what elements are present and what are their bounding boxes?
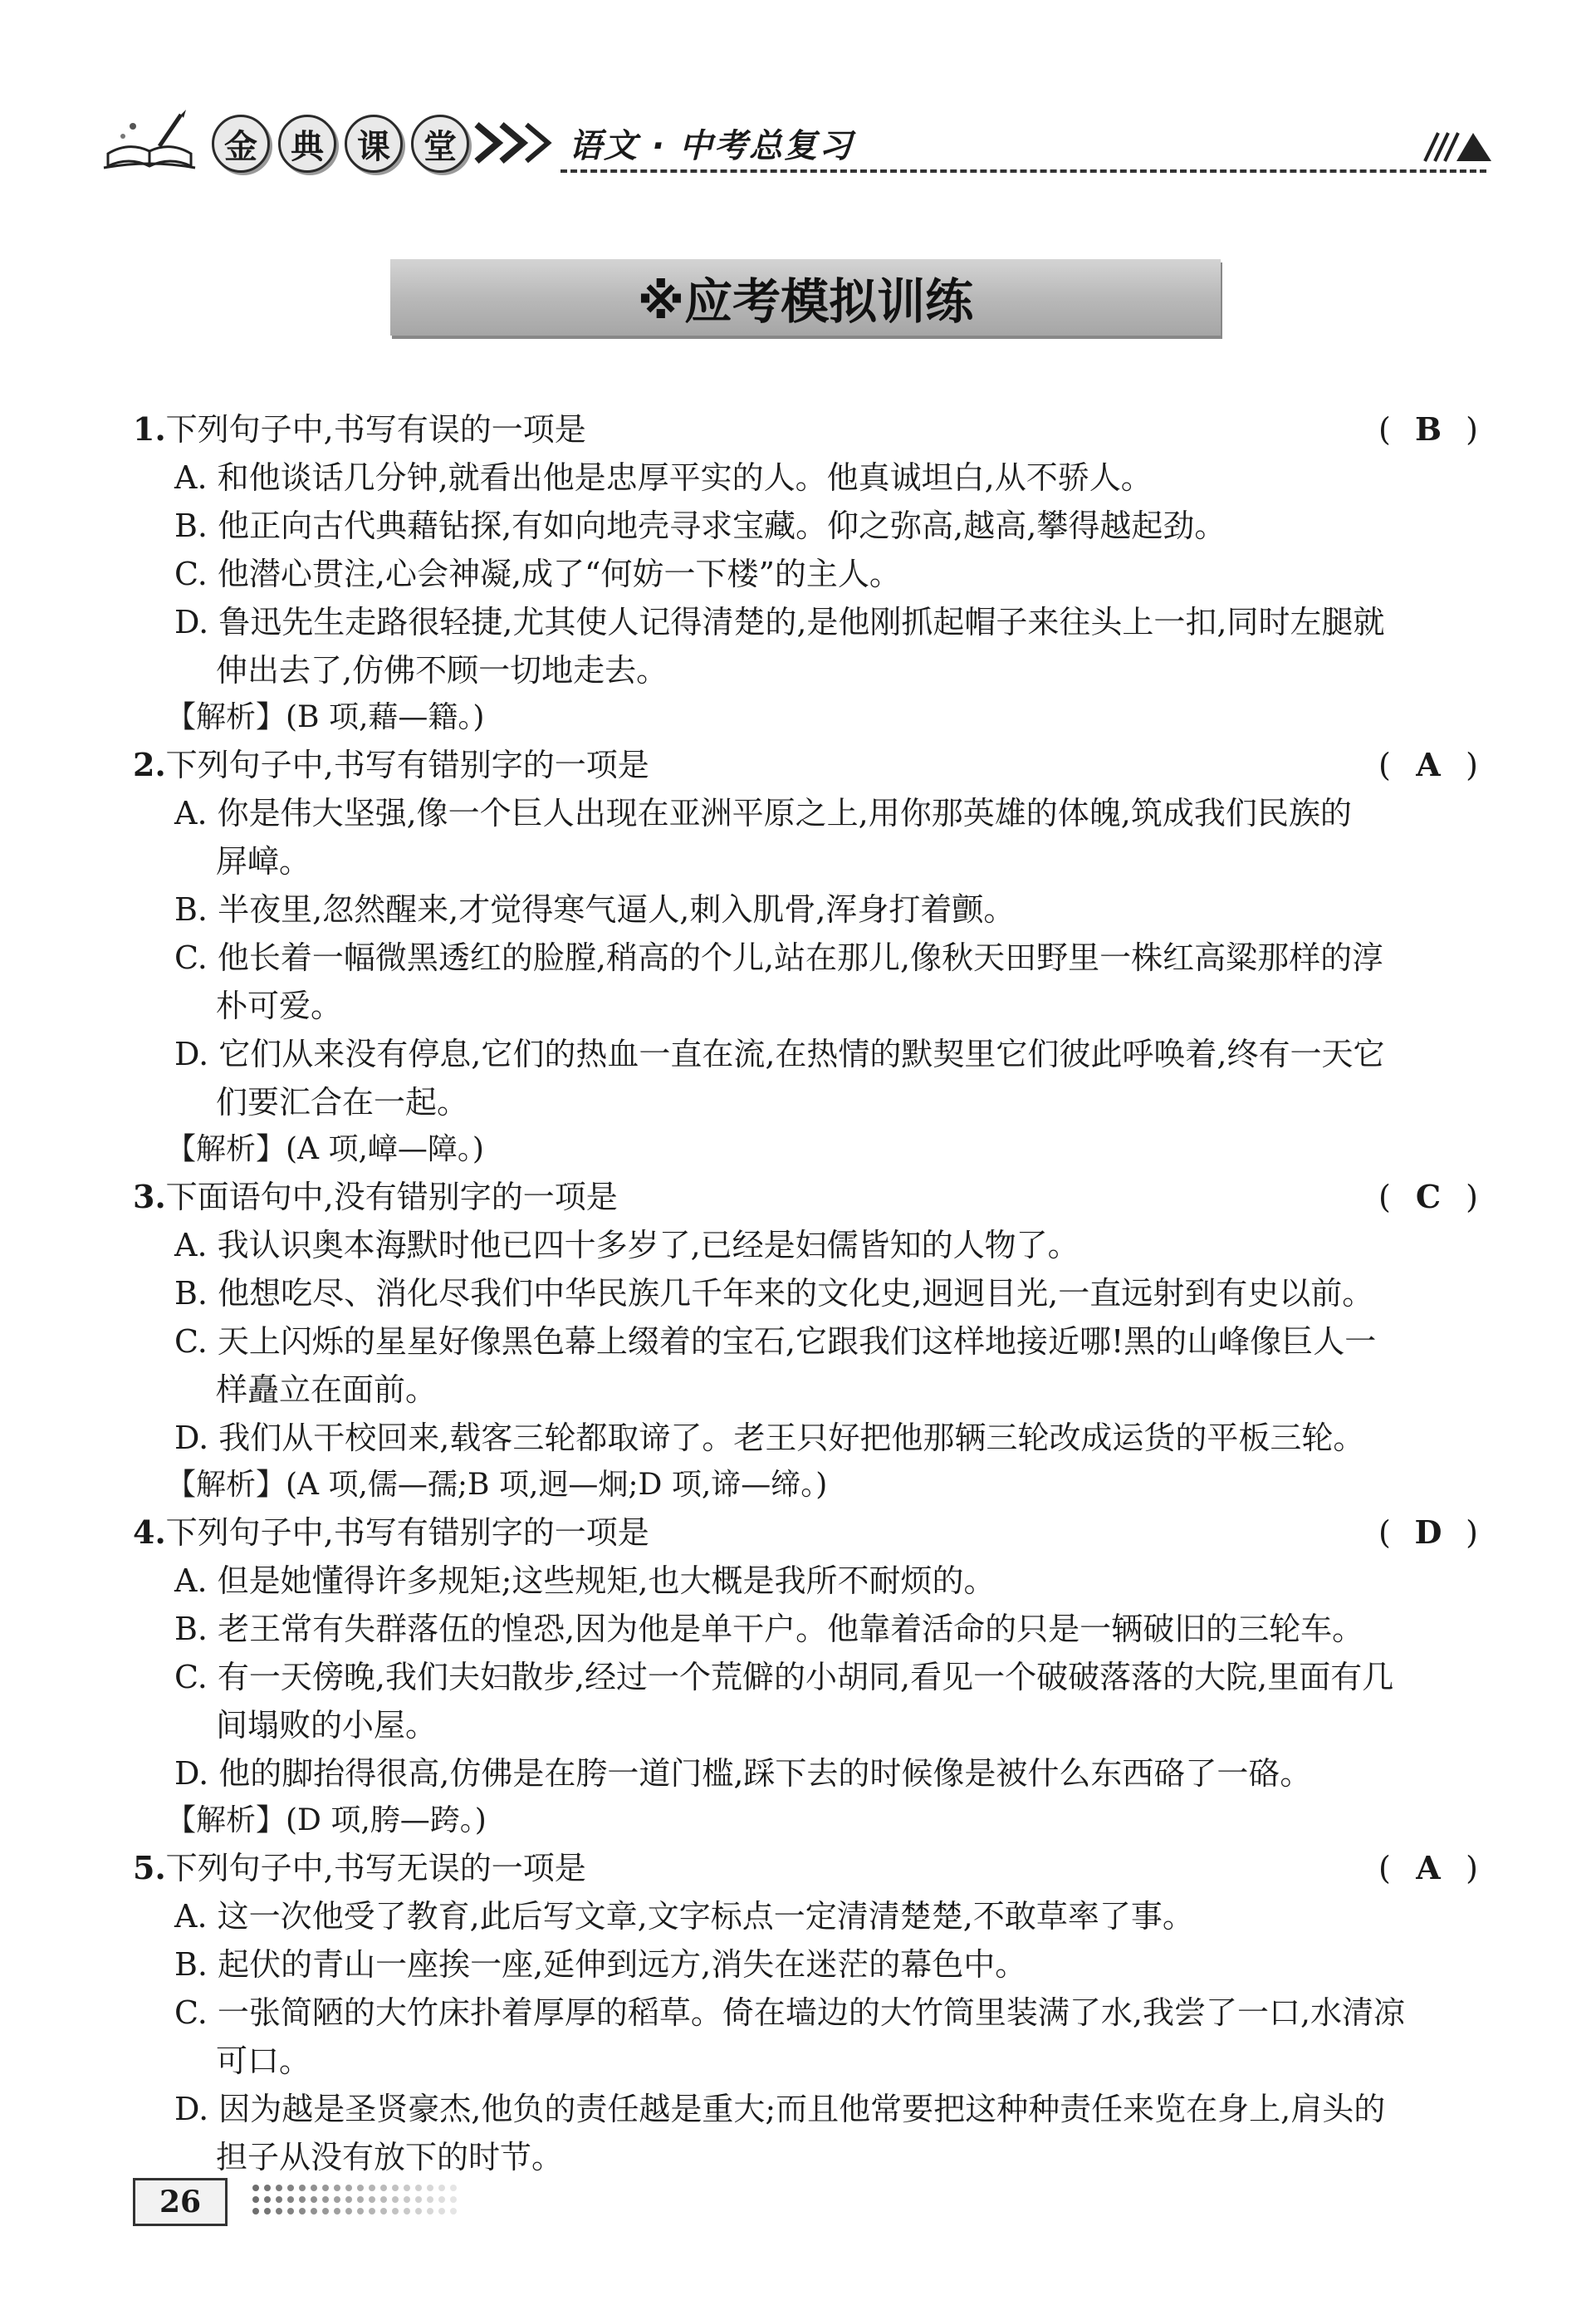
dot (438, 2196, 445, 2203)
dot (380, 2196, 387, 2203)
brand-char: 堂 (411, 115, 469, 173)
question-item (133, 1508, 1478, 1844)
dot (415, 2185, 422, 2191)
question-stem (133, 741, 1478, 789)
question-number: 2. (133, 746, 166, 783)
question-number: 1. (133, 410, 166, 448)
dot (369, 2208, 375, 2214)
question-stem (133, 405, 1478, 454)
brand-char: 金 (212, 115, 270, 173)
dot (311, 2185, 317, 2191)
brand-logo (212, 115, 469, 173)
dot (276, 2185, 282, 2191)
option-line: C. 有一天傍晚,我们夫妇散步,经过一个荒僻的小胡同,看见一个破破落落的大院,里面有几 (174, 1659, 1394, 1695)
dot (404, 2196, 410, 2203)
option-line: C. 天上闪烁的星星好像黑色幕上缀着的宝石,它跟我们这样地接近哪!黑的山峰像巨人一 (174, 1323, 1377, 1360)
book-subtitle: 语文 · 中考总复习 (569, 127, 854, 165)
section-title: ※应考模拟训练 (390, 259, 1221, 336)
dot (415, 2208, 422, 2214)
answer-bracket: ( C ) (1378, 1173, 1478, 1221)
dot (264, 2208, 271, 2214)
option-line: C. 他潜心贯注,心会神凝,成了“何妨一下楼”的主人。 (174, 556, 901, 592)
dot (287, 2196, 294, 2203)
answer-letter: C (1415, 1178, 1442, 1215)
decorative-dots (249, 2181, 465, 2218)
dot (299, 2208, 306, 2214)
answer-letter: A (1416, 746, 1441, 783)
dot (415, 2196, 422, 2203)
double-chevron-icon (473, 120, 556, 166)
analysis-note: 【解析】(A 项,嶂—障。) (166, 1132, 484, 1166)
question-number: 4. (133, 1513, 166, 1551)
option-line: C. 一张简陋的大竹床扑着厚厚的稻草。倚在墙边的大竹筒里装满了水,我尝了一口,水清凉 (174, 1994, 1406, 2031)
dot (334, 2185, 340, 2191)
dot (322, 2208, 329, 2214)
question-stem (133, 1844, 1478, 1892)
dot (357, 2208, 364, 2214)
option-line: B. 半夜里,忽然醒来,才觉得寒气逼人,刺入肌骨,浑身打着颤。 (174, 891, 1016, 928)
option-continuation: 们要汇合在一起。 (216, 1084, 469, 1121)
answer-letter: D (1414, 1513, 1442, 1551)
dot (334, 2208, 340, 2214)
dot (438, 2208, 445, 2214)
question-item (133, 1844, 1478, 2181)
question-text: 下列句子中,书写有错别字的一项是 (165, 747, 649, 783)
option-continuation: 样矗立在面前。 (216, 1371, 438, 1408)
answer-bracket: ( A ) (1378, 741, 1478, 789)
dot (369, 2196, 375, 2203)
answer-letter: B (1414, 410, 1442, 448)
dot (392, 2185, 399, 2191)
dot (345, 2196, 352, 2203)
dot (252, 2185, 259, 2191)
question-stem (133, 1173, 1478, 1221)
dot (427, 2185, 433, 2191)
header-divider (561, 169, 1486, 173)
dot (357, 2185, 364, 2191)
dot (334, 2196, 340, 2203)
dot (322, 2185, 329, 2191)
dot (438, 2185, 445, 2191)
dot (276, 2208, 282, 2214)
dot (392, 2196, 399, 2203)
option-line: B. 老王常有失群落伍的惶恐,因为他是单干户。他靠着活命的只是一辆破旧的三轮车。 (174, 1611, 1364, 1647)
dot (345, 2185, 352, 2191)
question-item (133, 405, 1478, 741)
option-line: D. 因为越是圣贤豪杰,他负的责任越是重大;而且他常要把这种种责任来览在身上,肩头的 (174, 2091, 1386, 2127)
question-item (133, 1173, 1478, 1508)
option-line: B. 他想吃尽、消化尽我们中华民族几千年来的文化史,迥迥目光,一直远射到有史以前。 (174, 1275, 1374, 1312)
dot (357, 2196, 364, 2203)
option-line: D. 鲁迅先生走路很轻捷,尤其使人记得清楚的,是他刚抓起帽子来往头上一扣,同时左腿就 (174, 604, 1385, 640)
answer-bracket: ( D ) (1378, 1508, 1478, 1557)
dot (345, 2208, 352, 2214)
dot (427, 2208, 433, 2214)
dot (369, 2185, 375, 2191)
dot (299, 2185, 306, 2191)
page-number: 26 (133, 2178, 228, 2226)
option-line: B. 他正向古代典藉钻探,有如向地壳寻求宝藏。仰之弥高,越高,攀得越起劲。 (174, 508, 1226, 544)
analysis-note: 【解析】(B 项,藉—籍。) (166, 700, 485, 734)
dot (392, 2208, 399, 2214)
corner-triangle-icon (1420, 125, 1495, 166)
option-line: A. 我认识奥本海默时他已四十多岁了,已经是妇儒皆知的人物了。 (174, 1227, 1080, 1263)
dot (380, 2185, 387, 2191)
question-stem (133, 1508, 1478, 1557)
option-line: B. 起伏的青山一座挨一座,延伸到远方,消失在迷茫的幕色中。 (174, 1946, 1027, 1983)
dot (450, 2185, 457, 2191)
option-line: A. 你是伟大坚强,像一个巨人出现在亚洲平原之上,用你那英雄的体魄,筑成我们民族的 (174, 795, 1352, 831)
option-line: A. 这一次他受了教育,此后写文章,文字标点一定清清楚楚,不敢草率了事。 (174, 1898, 1194, 1935)
dot (311, 2196, 317, 2203)
option-line: C. 他长着一幅微黑透红的脸膛,稍高的个儿,站在那儿,像秋天田野里一株红高粱那样的淳 (174, 939, 1384, 976)
question-item (133, 741, 1478, 1173)
question-number: 5. (133, 1849, 166, 1886)
dot (287, 2185, 294, 2191)
option-line: A. 和他谈话几分钟,就看出他是忠厚平实的人。他真诚坦白,从不骄人。 (174, 459, 1153, 496)
option-continuation: 间塌败的小屋。 (216, 1707, 438, 1744)
dot (404, 2185, 410, 2191)
question-text: 下面语句中,没有错别字的一项是 (165, 1179, 618, 1215)
brand-char: 课 (345, 115, 403, 173)
question-text: 下列句子中,书写无误的一项是 (165, 1850, 586, 1886)
book-pencil-icon (100, 108, 199, 174)
dot (450, 2208, 457, 2214)
question-text: 下列句子中,书写有错别字的一项是 (165, 1514, 649, 1551)
dot (299, 2196, 306, 2203)
dot (311, 2208, 317, 2214)
question-number: 3. (133, 1178, 166, 1215)
option-continuation: 屏嶂。 (216, 843, 311, 880)
option-line: D. 他的脚抬得很高,仿佛是在胯一道门槛,踩下去的时候像是被什么东西硌了一硌。 (174, 1755, 1312, 1792)
answer-letter: A (1416, 1849, 1441, 1886)
question-text: 下列句子中,书写有误的一项是 (165, 411, 586, 448)
option-continuation: 朴可爱。 (216, 988, 343, 1024)
option-line: D. 它们从来没有停息,它们的热血一直在流,在热情的默契里它们彼此呼唤着,终有一天它 (174, 1036, 1385, 1072)
dot (276, 2196, 282, 2203)
dot (252, 2196, 259, 2203)
page-header (100, 100, 1486, 183)
answer-bracket: ( B ) (1378, 405, 1478, 454)
question-list (133, 405, 1478, 2181)
dot (427, 2196, 433, 2203)
option-line: D. 我们从干校回来,载客三轮都取谛了。老王只好把他那辆三轮改成运货的平板三轮。 (174, 1420, 1365, 1456)
option-continuation: 可口。 (216, 2043, 311, 2079)
analysis-note: 【解析】(A 项,儒—孺;B 项,迥—炯;D 项,谛—缔。) (166, 1468, 828, 1502)
option-continuation: 伸出去了,仿佛不顾一切地走去。 (216, 652, 668, 689)
dot (450, 2196, 457, 2203)
dot (264, 2196, 271, 2203)
option-line: A. 但是她懂得许多规矩;这些规矩,也大概是我所不耐烦的。 (174, 1562, 996, 1599)
dot (287, 2208, 294, 2214)
dot (264, 2185, 271, 2191)
brand-char: 典 (278, 115, 336, 173)
dot (404, 2208, 410, 2214)
dot (252, 2208, 259, 2214)
option-continuation: 担子从没有放下的时节。 (216, 2139, 564, 2175)
answer-bracket: ( A ) (1378, 1844, 1478, 1892)
dot (322, 2196, 329, 2203)
analysis-note: 【解析】(D 项,胯—跨。) (166, 1803, 487, 1837)
dot (380, 2208, 387, 2214)
